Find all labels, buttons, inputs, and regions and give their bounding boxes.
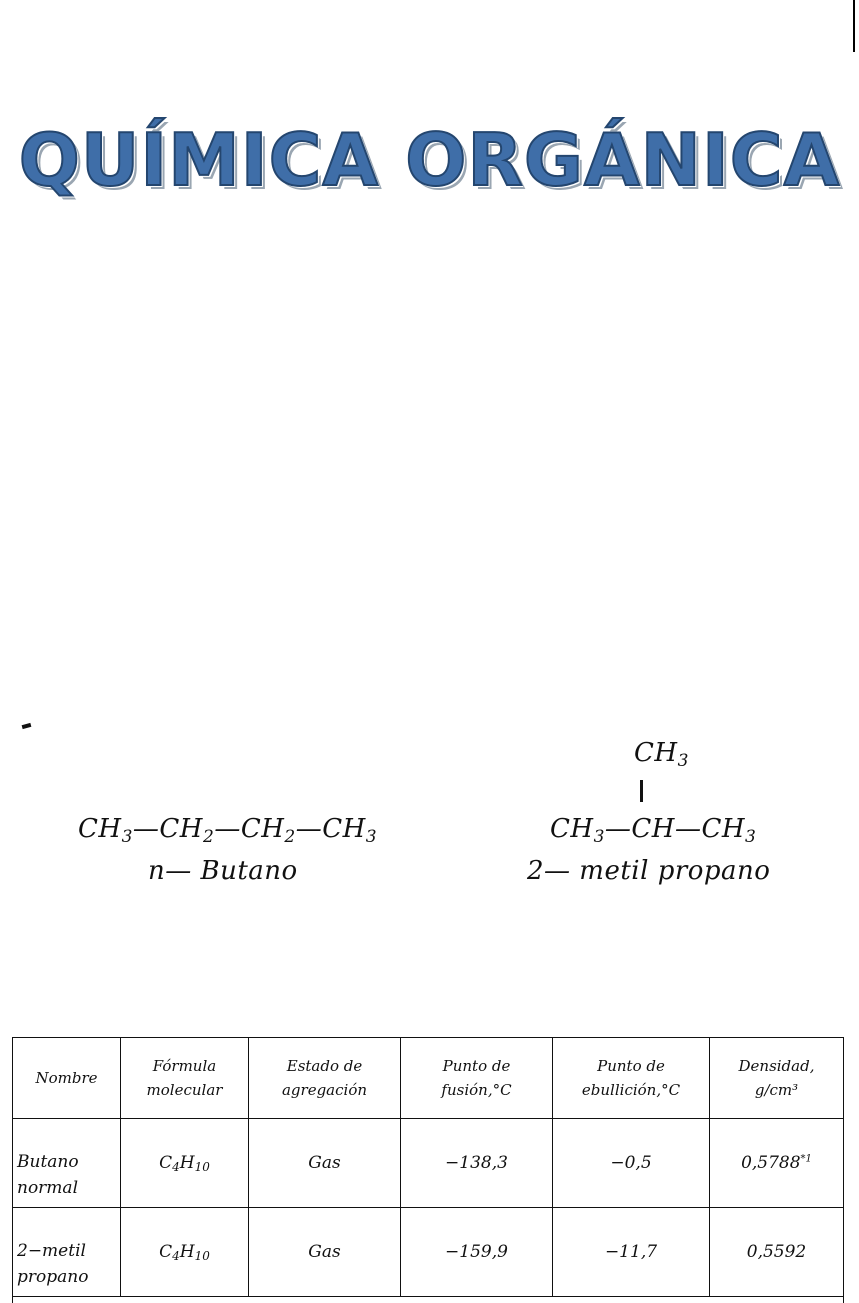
header-cell: Punto de fusión,°C — [401, 1038, 553, 1119]
footnote-marker: *1 — [801, 1153, 812, 1164]
state-cell: Gas — [249, 1208, 401, 1297]
formula-cell: $C_4H_{10}$ — [121, 1119, 249, 1208]
name-cell: Butano normal — [13, 1119, 121, 1208]
stray-mark — [22, 723, 32, 729]
header-cell: Fórmula molecular — [121, 1038, 249, 1119]
boiling-point-cell: −0,5 — [553, 1119, 710, 1208]
state-cell: Gas — [249, 1119, 401, 1208]
table-cut-row — [13, 1297, 844, 1303]
density-cell: 0,5788$^{*1}$ — [710, 1119, 844, 1208]
table-row — [13, 1119, 844, 1208]
isobutane-branch: $CH_3$ — [634, 738, 689, 771]
properties-table — [12, 1037, 844, 1303]
header-cell: Estado de agregación — [249, 1038, 401, 1119]
header-cell: Punto de ebullición,°C — [553, 1038, 710, 1119]
name-cell: 2−metil propano — [13, 1208, 121, 1297]
table-cut-cell — [13, 1297, 844, 1303]
branch-bond — [640, 780, 643, 802]
butane-name: n— Butano — [148, 856, 298, 886]
page-title: QUÍMICA ORGÁNICA — [0, 118, 859, 202]
table-row — [13, 1208, 844, 1297]
melting-point-cell: −138,3 — [401, 1119, 553, 1208]
density-cell: 0,5592 — [710, 1208, 844, 1297]
isobutane-name: 2— metil propano — [527, 856, 770, 886]
header-cell: Nombre — [13, 1038, 121, 1119]
table-header-row — [13, 1038, 844, 1119]
header-cell: Densidad, g/cm³ — [710, 1038, 844, 1119]
isobutane-formula: $CH_3—CH—CH_3$ — [550, 814, 756, 847]
butane-formula: $CH_3—CH_2—CH_2—CH_3$ — [78, 814, 377, 847]
formula-cell: $C_4H_{10}$ — [121, 1208, 249, 1297]
page-edge-mark — [853, 0, 855, 52]
boiling-point-cell: −11,7 — [553, 1208, 710, 1297]
melting-point-cell: −159,9 — [401, 1208, 553, 1297]
